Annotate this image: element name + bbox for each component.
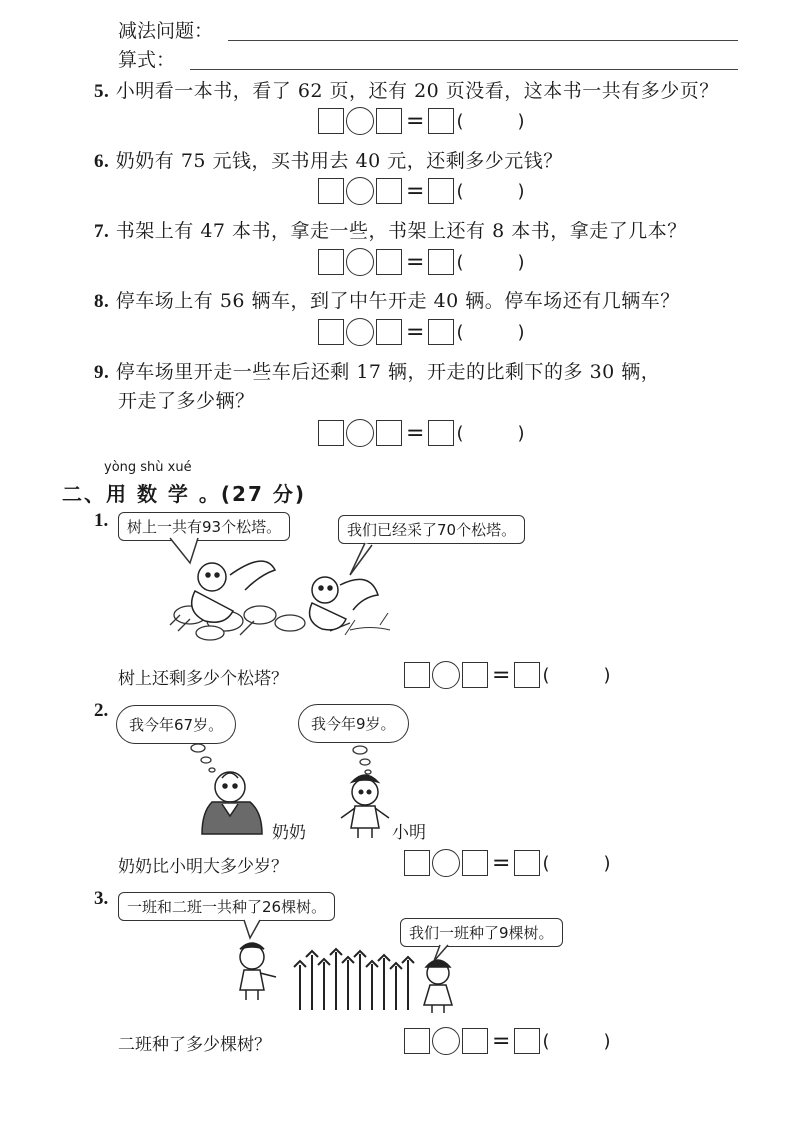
equation-row-p2: [404, 848, 611, 878]
result-box[interactable]: [514, 850, 540, 876]
unit-paren[interactable]: ( ): [456, 251, 525, 273]
speech-bubble-right: 我们已经采了70个松塔。: [338, 515, 525, 544]
equals-sign: =: [492, 662, 511, 688]
answer-box[interactable]: [462, 850, 488, 876]
result-box[interactable]: [428, 420, 454, 446]
equation-row-5: [318, 106, 525, 136]
question-7: [94, 216, 687, 243]
operator-circle[interactable]: [432, 849, 460, 877]
answer-box[interactable]: [318, 420, 344, 446]
character-label-grandma: 奶奶: [272, 823, 306, 843]
thought-bubble-left: 我今年67岁。: [116, 705, 236, 744]
answer-box[interactable]: [376, 178, 402, 204]
unit-paren[interactable]: ( ): [456, 321, 525, 343]
result-box[interactable]: [428, 178, 454, 204]
problem-question: 二班种了多少棵树？: [118, 1035, 271, 1055]
unit-paren[interactable]: ( ): [542, 664, 611, 686]
equals-sign: =: [406, 249, 425, 275]
formula-label: 算式：: [118, 49, 176, 71]
question-5: [94, 76, 719, 103]
problem-question: 奶奶比小明大多少岁？: [118, 857, 288, 877]
question-9-continued: 开走了多少辆？: [118, 390, 255, 412]
operator-circle[interactable]: [346, 177, 374, 205]
answer-box[interactable]: [318, 108, 344, 134]
question-text: 奶奶有 75 元钱，买书用去 40 元，还剩多少元钱？: [115, 150, 563, 172]
equals-sign: =: [406, 420, 425, 446]
equals-sign: =: [406, 108, 425, 134]
problem-question: 树上还剩多少个松塔？: [118, 669, 288, 689]
operator-circle[interactable]: [346, 248, 374, 276]
question-number: 5.: [94, 81, 110, 102]
result-box[interactable]: [428, 319, 454, 345]
equation-row-8: [318, 317, 525, 347]
equals-sign: =: [492, 1028, 511, 1054]
result-box[interactable]: [428, 249, 454, 275]
section-pinyin: yòng shù xué: [104, 460, 192, 475]
answer-box[interactable]: [404, 850, 430, 876]
equation-row-p1: [404, 660, 611, 690]
equals-sign: =: [406, 319, 425, 345]
equation-row-6: [318, 176, 525, 206]
equals-sign: =: [406, 178, 425, 204]
answer-box[interactable]: [376, 108, 402, 134]
problem-number: 2.: [94, 700, 109, 721]
speech-bubble-left: 树上一共有93个松塔。: [118, 512, 290, 541]
answer-box[interactable]: [404, 662, 430, 688]
subtraction-question-label: 减法问题：: [118, 20, 214, 42]
operator-circle[interactable]: [432, 661, 460, 689]
pinecone-squirrels-illustration: [150, 535, 410, 645]
speech-bubble-left: 一班和二班一共种了26棵树。: [118, 892, 335, 921]
answer-box[interactable]: [318, 319, 344, 345]
question-text: 书架上有 47 本书，拿走一些，书架上还有 8 本书，拿走了几本？: [115, 220, 687, 242]
answer-box[interactable]: [376, 249, 402, 275]
result-box[interactable]: [428, 108, 454, 134]
question-text: 小明看一本书，看了 62 页，还有 20 页没看，这本书一共有多少页？: [115, 80, 719, 102]
result-box[interactable]: [514, 1028, 540, 1054]
problem-number: 3.: [94, 888, 109, 909]
question-text: 停车场里开走一些车后还剩 17 辆，开走的比剩下的多 30 辆，: [115, 361, 661, 383]
section-title: 二、用 数 学 。(27 分): [62, 482, 306, 506]
result-box[interactable]: [514, 662, 540, 688]
operator-circle[interactable]: [432, 1027, 460, 1055]
character-label-xiaoming: 小明: [392, 823, 426, 843]
answer-box[interactable]: [376, 319, 402, 345]
answer-box[interactable]: [318, 249, 344, 275]
equation-row-7: [318, 247, 525, 277]
question-number: 6.: [94, 151, 110, 172]
question-number: 9.: [94, 362, 110, 383]
question-6: [94, 146, 563, 173]
unit-paren[interactable]: ( ): [456, 422, 525, 444]
question-8: [94, 286, 680, 313]
unit-paren[interactable]: ( ): [456, 110, 525, 132]
equation-row-p3: [404, 1026, 611, 1056]
answer-box[interactable]: [318, 178, 344, 204]
answer-box[interactable]: [376, 420, 402, 446]
answer-box[interactable]: [404, 1028, 430, 1054]
equals-sign: =: [492, 850, 511, 876]
question-number: 8.: [94, 291, 110, 312]
subtraction-question-line[interactable]: [228, 40, 738, 41]
operator-circle[interactable]: [346, 107, 374, 135]
unit-paren[interactable]: ( ): [456, 180, 525, 202]
operator-circle[interactable]: [346, 318, 374, 346]
question-number: 7.: [94, 221, 110, 242]
tree-planting-illustration: [230, 915, 470, 1015]
question-9: [94, 357, 660, 384]
operator-circle[interactable]: [346, 419, 374, 447]
unit-paren[interactable]: ( ): [542, 1030, 611, 1052]
unit-paren[interactable]: ( ): [542, 852, 611, 874]
formula-line[interactable]: [190, 69, 738, 70]
equation-row-9: [318, 418, 525, 448]
problem-number: 1.: [94, 510, 109, 531]
answer-box[interactable]: [462, 662, 488, 688]
answer-box[interactable]: [462, 1028, 488, 1054]
thought-bubble-right: 我今年9岁。: [298, 704, 409, 743]
question-text: 停车场上有 56 辆车，到了中午开走 40 辆。停车场还有几辆车？: [115, 290, 680, 312]
speech-bubble-right: 我们一班种了9棵树。: [400, 918, 563, 947]
